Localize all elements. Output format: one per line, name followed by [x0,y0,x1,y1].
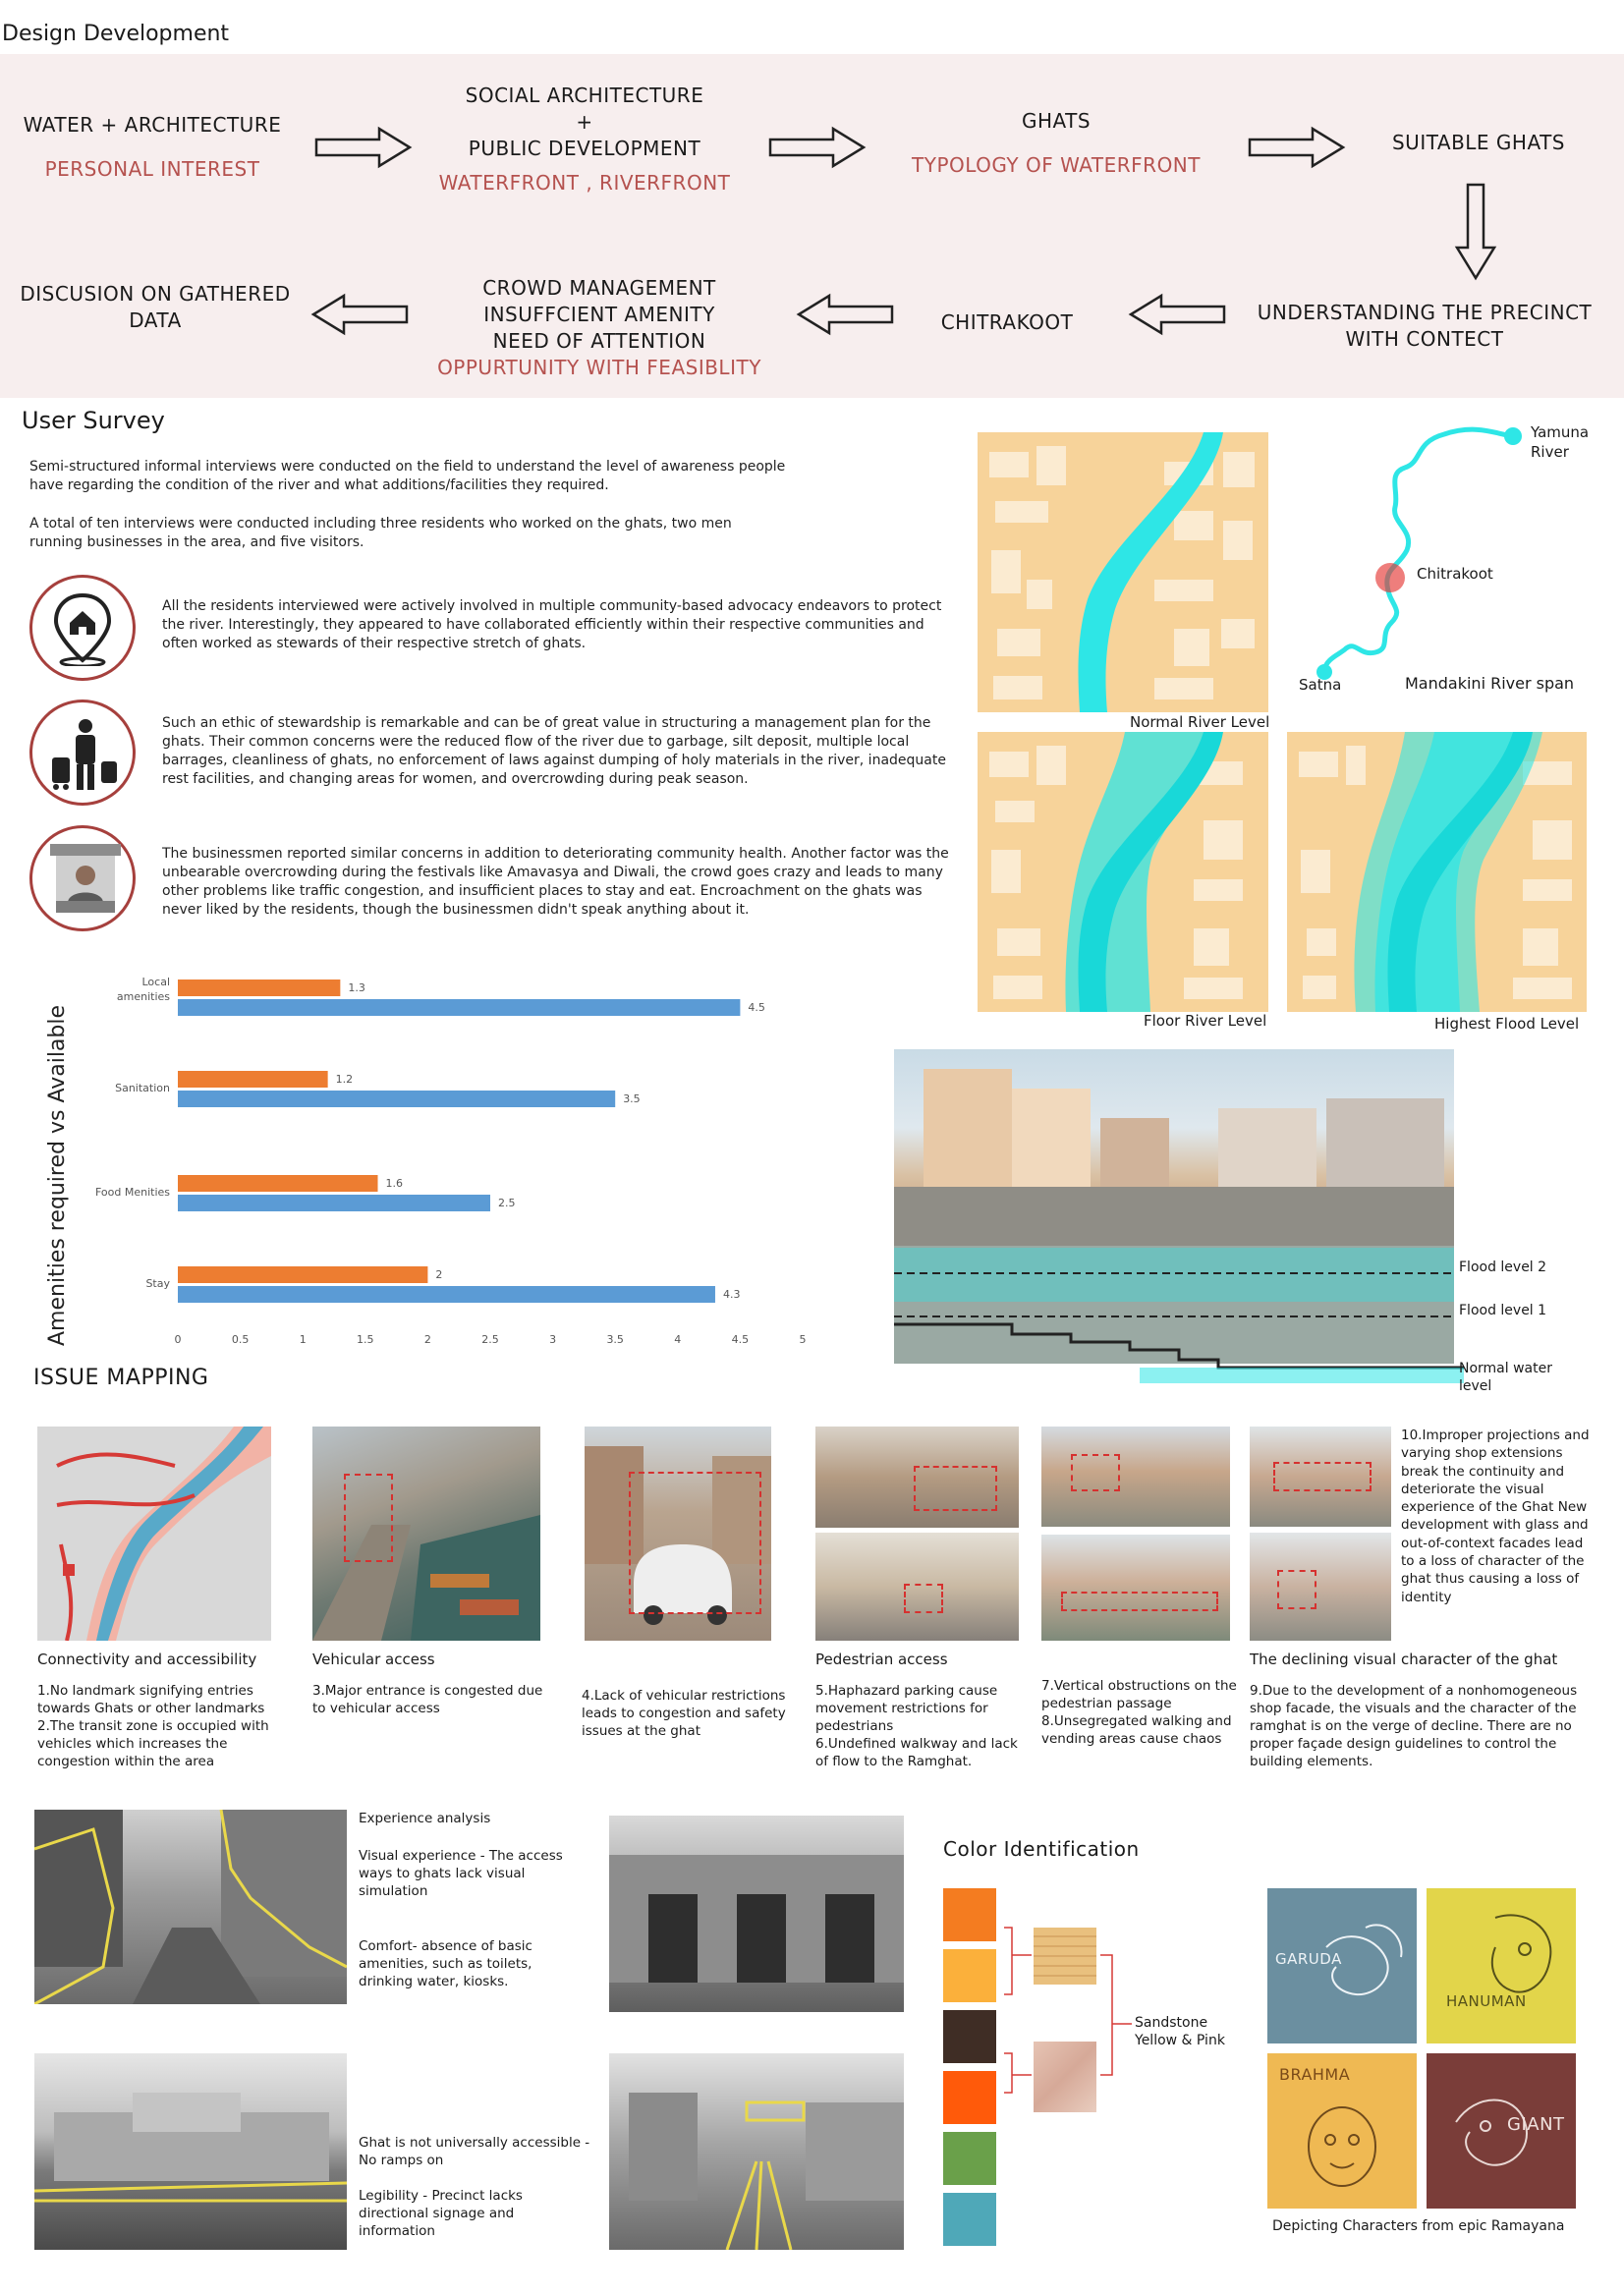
issue-text-4: 4.Lack of vehicular restrictions leads to congestion and safety issues at the ghat [582,1688,786,1739]
chart-category-label: Sanitation [115,1082,170,1094]
arrow-left-icon [1128,293,1226,336]
issue-text-5-6: 5.Haphazard parking cause movement restrictions for pedestrians 6.Undefined walkway and lack of flow to the Ramghat. [815,1683,1018,1769]
color-identification-title: Color Identification [943,1837,1140,1861]
flow-step-suitable-ghats: SUITABLE GHATS [1391,131,1565,154]
chart-y-axis-label: Amenities required vs Available [45,1004,70,1346]
label-chitrakoot: Chitrakoot [1417,565,1493,583]
issue-highlight-box [1071,1454,1120,1491]
design-development-title: Design Development [2,22,230,46]
caption-highest-flood-level: Highest Flood Level [1434,1015,1580,1033]
map-normal-river-level [978,432,1268,712]
label-satna: Satna [1299,676,1342,694]
character-name-hanuman: HANUMAN [1446,1992,1527,2010]
flow-step-chitrakoot: CHITRAKOOT [940,310,1074,334]
chart-x-tick-label: 2 [423,1333,431,1346]
map-floor-river-level [978,732,1268,1012]
issue-highlight-box [1061,1592,1218,1611]
experience-visual: Visual experience - The access ways to ghats lack visual simulation [359,1848,563,1899]
chart-x-tick-label: 0.5 [231,1333,250,1346]
chart-data-label: 2.5 [498,1197,516,1209]
issue-text-9: 9.Due to the development of a nonhomogeneous shop facade, the visuals and the character of the ramghat is on the verge of decline. There are no proper façade design guidelines to control the building elements. [1250,1683,1578,1769]
chart-x-tick-label: 0 [174,1333,182,1346]
chart-x-tick-label: 2.5 [481,1333,499,1346]
flow-step-crowd-management: CROWD MANAGEMENT INSUFFCIENT AMENITY NEED OF ATTENTION OPPURTUNITY WITH FEASIBLITY [437,276,761,379]
finding-businessmen: The businessmen reported similar concerns in addition to deteriorating community health. Another factor was the unbearable overcrowding during the festivals like Amavasya and Diwali, the crowd goes crazy and leads to many other problems like traffic congestion, and insufficient places to stay and eat. Encroachment on the ghats was never liked by the residents, though the businessmen didn't speak anything about it. [162,846,949,918]
color-swatch-orange [943,1888,996,1941]
caption-normal-river-level: Normal River Level [1130,713,1270,731]
experience-legibility: Legibility - Precinct lacks directional signage and information [359,2188,523,2239]
chart-x-tick-label: 4 [674,1333,682,1346]
color-swatch-brown [943,2010,996,2063]
label-vehicular: Vehicular access [312,1651,435,1668]
chart-data-label: 4.3 [722,1288,741,1301]
issue-highlight-box [1277,1570,1316,1609]
chart-category-label: Stay [145,1277,170,1290]
flow-step-water-architecture: WATER + ARCHITECTURE PERSONAL INTEREST [23,113,282,181]
arrow-down-icon [1454,183,1497,281]
finding-residents: All the residents interviewed were actively involved in multiple community-based advocacy endeavors to protect the river. Interestingly, they appeared to have collaborated efficiently within their respective communities and often worked as stewards of their respective stretch of ghats. [162,598,942,651]
survey-intro-1: Semi-structured informal interviews were conducted on the field to understand the level of awareness people have regarding the condition of the river and what additions/facilities they required. [29,459,786,493]
ruined-toilets-photo [609,1816,904,2012]
chart-data-label: 1.2 [335,1073,354,1086]
color-swatch-green [943,2132,996,2185]
chart-data-label: 2 [435,1268,443,1281]
experience-comfort: Comfort- absence of basic amenities, such as toilets, drinking water, kiosks. [359,1938,532,1989]
chart-bar [178,1071,328,1088]
issue-highlight-box [1273,1462,1372,1491]
experience-ghat-access: Ghat is not universally accessible - No ramps on [359,2135,590,2168]
issue-highlight-box [344,1474,393,1562]
chart-x-tick-label: 5 [799,1333,807,1346]
shopkeeper-icon [29,825,136,931]
flow-step-discussion: DISCUSION ON GATHERED DATA [20,282,291,332]
arrow-left-icon [310,293,409,336]
label-visual-character: The declining visual character of the ghat [1250,1651,1558,1668]
chart-x-tick-label: 1.5 [357,1333,374,1346]
characters-caption: Depicting Characters from epic Ramayana [1272,2218,1565,2234]
chart-category-label: Food Menities [94,1186,170,1199]
arrow-right-icon [1248,126,1346,169]
flood-level-lines [894,1240,1464,1412]
label-flood-level-2: Flood level 2 [1459,1259,1547,1275]
issue-mapping-title: ISSUE MAPPING [33,1366,209,1390]
street-signage-photo [609,2053,904,2250]
survey-intro-2: A total of ten interviews were conducted including three residents who worked on the ghats, two men running businesses in the area, and five visitors. [29,516,732,550]
issue-text-10: 10.Improper projections and varying shop extensions break the continuity and deteriorate the visual experience of the Ghat New development with glass and out-of-context facades lead to a loss of character of the ghat thus causing a loss of identity [1401,1427,1590,1605]
chart-x-tick-label: 4.5 [731,1333,750,1346]
chart-bar [178,1091,615,1107]
issue-highlight-box [914,1466,997,1511]
color-swatch-teal [943,2193,996,2246]
color-swatch-yellow [943,1949,996,2002]
location-home-icon [29,575,136,681]
label-mandakini-river-span: Mandakini River span [1405,674,1575,693]
label-yamuna-river: Yamuna River [1531,423,1590,461]
chart-data-label: 1.6 [385,1177,404,1190]
chart-x-tick-label: 3.5 [606,1333,624,1346]
chart-data-label: 4.5 [748,1001,765,1014]
ghat-waterfront-photo [34,2053,347,2250]
traveler-luggage-icon [29,700,136,806]
caption-floor-river-level: Floor River Level [1144,1012,1267,1030]
flow-step-social-architecture: SOCIAL ARCHITECTURE + PUBLIC DEVELOPMENT WATERFRONT , RIVERFRONT [438,84,731,195]
character-name-giant: GIANT [1507,2114,1565,2135]
amenities-bar-chart [29,958,845,1351]
flow-step-ghats: GHATS TYPOLOGY OF WATERFRONT [912,109,1201,177]
finding-stewardship: Such an ethic of stewardship is remarkable and can be of great value in structuring a management plan for the ghats. Their common concerns were the reduced flow of the river due to garbage, silt deposit, multiple local barrages, cleanliness of ghats, no enforcement of laws against dumping of holy materials in the river, inadequate rest facilities, and changing areas for women, and overcrowding during peak season. [162,715,946,787]
issue-text-7-8: 7.Vertical obstructions on the pedestrian passage 8.Unsegregated walking and vending areas cause chaos [1041,1678,1237,1747]
chart-bar [178,1195,490,1211]
obstruction-photo-1 [1041,1427,1230,1527]
label-connectivity: Connectivity and accessibility [37,1651,257,1668]
sandstone-label: Sandstone Yellow & Pink [1135,2015,1225,2048]
connectivity-map [37,1427,271,1641]
chart-x-tick-label: 1 [299,1333,307,1346]
label-normal-water-level: Normal water level [1459,1361,1552,1394]
issue-text-1-2: 1.No landmark signifying entries towards Ghats or other landmarks 2.The transit zone is occupied with vehicles which increases the congestion within the area [37,1683,269,1769]
obstruction-photo-2 [1041,1535,1230,1641]
map-highest-flood-level [1287,732,1587,1012]
character-tile-hanuman [1427,1888,1576,2043]
user-survey-title: User Survey [22,407,165,434]
character-name-garuda: GARUDA [1275,1950,1342,1968]
label-flood-level-1: Flood level 1 [1459,1303,1547,1318]
chart-bar [178,1175,378,1192]
facade-photo-2 [1250,1533,1391,1641]
chart-category-label: Local amenities [116,976,170,1003]
character-name-brahma: BRAHMA [1279,2065,1351,2084]
experience-title: Experience analysis [359,1811,491,1826]
issue-text-3: 3.Major entrance is congested due to vehicular access [312,1683,543,1716]
color-swatch-red-orange [943,2071,996,2124]
arrow-right-icon [768,126,867,169]
issue-highlight-box [629,1472,761,1614]
chart-x-tick-label: 3 [549,1333,557,1346]
arrow-left-icon [796,293,894,336]
issue-highlight-box [904,1584,943,1613]
flow-step-understanding-precinct: UNDERSTANDING THE PRECINCT WITH CONTECT [1257,301,1593,351]
chart-data-label: 1.3 [348,981,365,994]
chart-bar [178,1286,715,1303]
swatch-connector-lines [1002,1916,1140,2112]
chart-bar [178,980,340,996]
arrow-right-icon [314,126,413,169]
chart-data-label: 3.5 [623,1092,641,1105]
label-pedestrian: Pedestrian access [815,1651,948,1668]
chart-bar [178,1266,427,1283]
access-way-photo [34,1810,347,2004]
chart-bar [178,999,740,1016]
